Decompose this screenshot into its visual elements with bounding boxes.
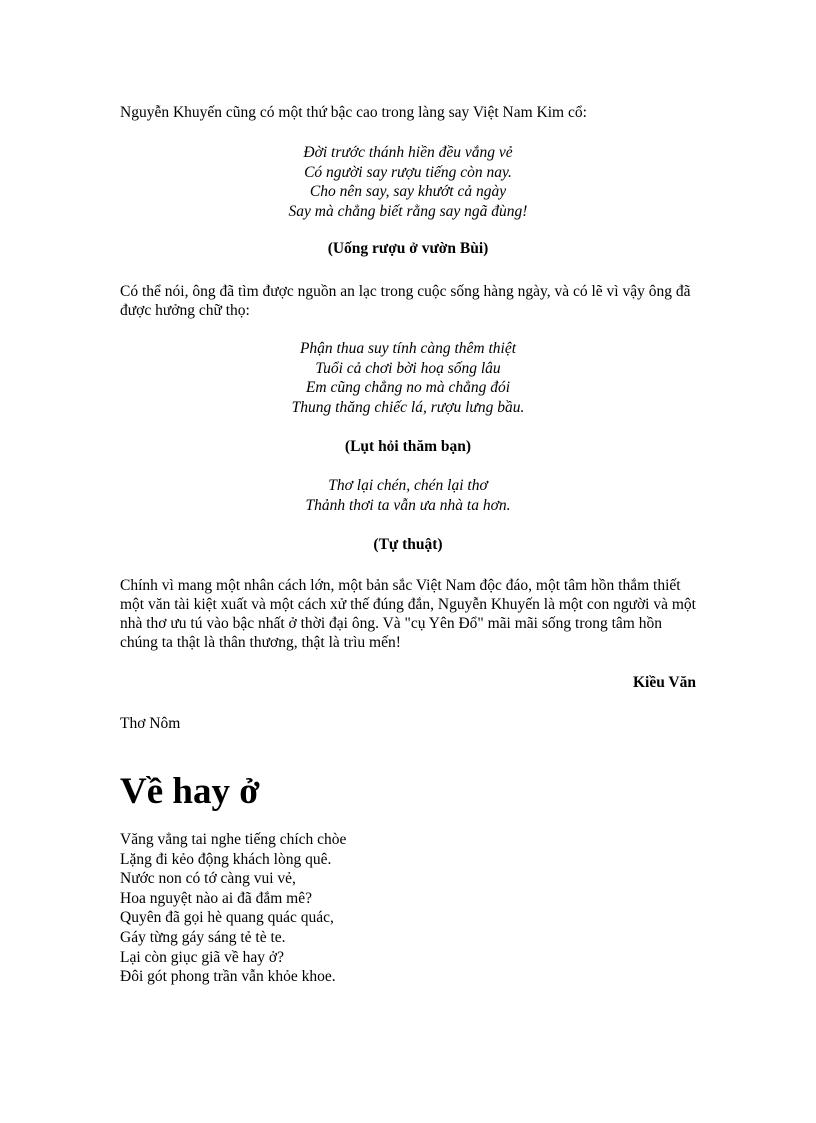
poem-line: Có người say rượu tiếng còn nay.	[304, 163, 512, 181]
poem-line: Lặng đi kẻo động khách lòng quê.	[120, 850, 332, 868]
author-signature: Kiều Văn	[632, 674, 696, 691]
paragraph-3: Chính vì mang một nhân cách lớn, một bản sắc Việt Nam độc đáo, một tâm hồn thắm thiết một văn tài kiệt xuất và một cách xử thế đúng đắn, Nguyễn Khuyến là một con người và một nhà thơ ưu tú vào bậc nhất ở thời đại ông. Và "cụ Yên Đổ" mãi mãi sống trong tâm hồn chúng ta thật là thân thương, thật là trìu mến!	[120, 577, 696, 651]
poem-line: Gáy từng gáy sáng tẻ tè te.	[120, 928, 286, 946]
intro-paragraph: Nguyễn Khuyến cũng có một thứ bậc cao trong làng say Việt Nam Kim cổ:	[120, 104, 587, 121]
section-label: Thơ Nôm	[120, 715, 181, 732]
poem-excerpt-2	[120, 339, 696, 417]
poem-excerpt-3	[120, 476, 696, 515]
poem-source-3: (Tự thuật)	[373, 536, 443, 553]
poem-line: Thảnh thơi ta vẫn ưa nhà ta hơn.	[305, 496, 511, 514]
poem-line: Thơ lại chén, chén lại thơ	[328, 477, 488, 494]
poem-source-2: (Lụt hỏi thăm bạn)	[344, 438, 472, 455]
poem-line: Nước non có tớ càng vui vẻ,	[120, 870, 296, 888]
poem-line: Văng vẳng tai nghe tiếng chích chòe	[120, 831, 347, 848]
poem-line: Em cũng chẳng no mà chẳng đói	[305, 379, 511, 396]
poem-line: Quyên đã gọi hè quang quác quác,	[120, 909, 334, 927]
poem-line: Phận thua suy tính càng thêm thiệt	[299, 340, 517, 357]
poem-line: Tuổi cả chơi bời hoạ sống lâu	[315, 359, 501, 377]
document-page	[120, 0, 696, 1123]
poem-body	[120, 830, 696, 987]
poem-line: Thung thăng chiếc lá, rượu lưng bầu.	[291, 398, 525, 416]
poem-line: Lại còn giục giã về hay ở?	[120, 948, 284, 966]
poem-line: Đôi gót phong trần vẫn khỏe khoe.	[120, 968, 336, 986]
poem-line: Say mà chẳng biết rằng say ngã đùng!	[288, 202, 528, 220]
poem-line: Cho nên say, say khướt cả ngày	[309, 183, 507, 200]
poem-title: Về hay ở	[120, 771, 260, 812]
poem-excerpt-1	[120, 143, 696, 221]
paragraph-2: Có thể nói, ông đã tìm được nguồn an lạc trong cuộc sống hàng ngày, và có lẽ vì vậy ông đã được hưởng chữ thọ:	[120, 283, 691, 319]
poem-line: Hoa nguyệt nào ai đã đắm mê?	[120, 889, 312, 907]
poem-source-1: (Uống rượu ở vườn Bùi)	[327, 240, 489, 257]
poem-line: Đời trước thánh hiền đều vắng vẻ	[303, 144, 513, 161]
